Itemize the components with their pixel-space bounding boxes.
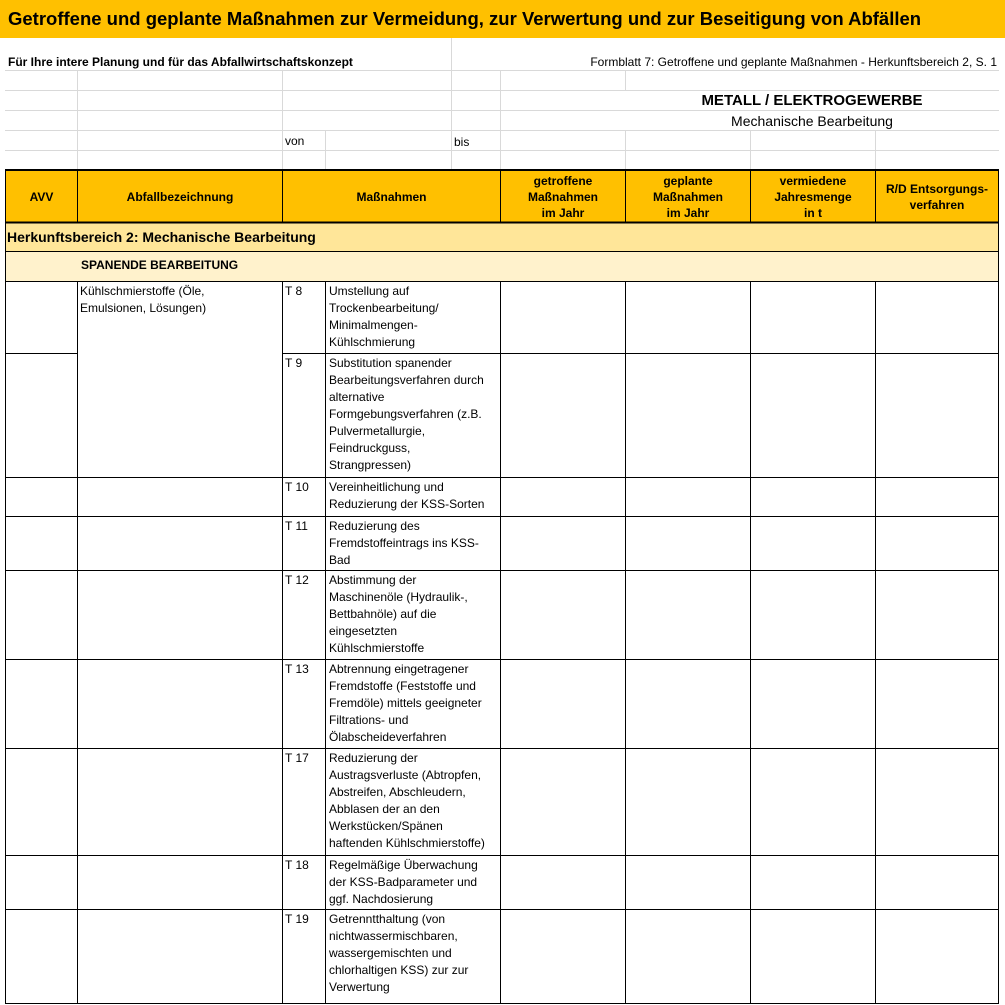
bis-label: bis [454, 135, 470, 149]
sub-sector-title: Mechanische Bearbeitung [731, 113, 893, 129]
measure-code: T 17 [285, 751, 309, 765]
form-reference: Formblatt 7: Getroffene und geplante Maßnahmen - Herkunftsbereich 2, S. 1 [590, 55, 997, 69]
abfall-cell: Kühlschmierstoffe (Öle, Emulsionen, Lösungen) [80, 284, 207, 315]
measure-code: T 11 [285, 519, 308, 533]
measure-code: T 10 [285, 480, 309, 494]
von-label: von [285, 134, 305, 148]
measure-text: Reduzierung der Austragsverluste (Abtropfen, Abstreifen, Abschleudern, Abblasen der an den Werkstücken/Spänen haftenden Kühlschmierstoffe) [329, 751, 485, 850]
section-title: Herkunftsbereich 2: Mechanische Bearbeitung [7, 229, 316, 245]
measure-code: T 8 [285, 284, 303, 298]
col-header-avv: AVV [29, 189, 54, 204]
col-header-geplante: geplante Maßnahmen im Jahr [652, 173, 723, 220]
measure-text: Getrenntthaltung (von nichtwassermischbaren, wassergemischten und chlorhaltigen KSS) zur zur Verwertung [329, 912, 469, 994]
col-header-vermiedene: vermiedene Jahresmenge in t [774, 173, 852, 220]
subsection-title: SPANENDE BEARBEITUNG [81, 258, 239, 272]
measure-text: Umstellung auf Trockenbearbeitung/ Minimalmengen- Kühlschmierung [329, 284, 439, 349]
measure-text: Regelmäßige Überwachung der KSS-Badparameter und ggf. Nachdosierung [329, 858, 478, 906]
form-title: Getroffene und geplante Maßnahmen zur Vermeidung, zur Verwertung und zur Beseitigung von Abfällen [0, 0, 1005, 38]
measure-code: T 13 [285, 662, 309, 676]
col-header-massnahmen: Maßnahmen [356, 189, 427, 204]
measure-text: Vereinheitlichung und Reduzierung der KSS-Sorten [329, 480, 485, 511]
measure-code: T 19 [285, 912, 309, 926]
col-header-abfall: Abfallbezeichnung [126, 189, 234, 204]
measure-text: Substitution spanender Bearbeitungsverfahren durch alternative Formgebungsverfahren (z.B. Pulvermetallurgie, Feindruckguss, Strangpressen) [329, 356, 484, 472]
col-header-getroffene: getroffene Maßnahmen im Jahr [527, 173, 598, 220]
planning-note: Für Ihre intere Planung und für das Abfallwirtschaftskonzept [8, 55, 353, 69]
measure-code: T 12 [285, 573, 309, 587]
measure-code: T 9 [285, 356, 303, 370]
measure-text: Abtrennung eingetragener Fremdstoffe (Feststoffe und Fremdöle) mittels geeigneter Filtrations- und Ölabscheideverfahren [329, 662, 482, 744]
sector-title: METALL / ELEKTROGEWERBE [701, 92, 923, 109]
measure-text: Abstimmung der Maschinenöle (Hydraulik-, Bettbahnöle) auf die eingesetzten Kühlschmierstoffe [329, 573, 468, 655]
measure-text: Reduzierung des Fremdstoffeintrags ins KSS- Bad [329, 519, 479, 567]
measure-code: T 18 [285, 858, 309, 872]
col-header-rd: R/D Entsorgungs- verfahren [886, 181, 988, 212]
